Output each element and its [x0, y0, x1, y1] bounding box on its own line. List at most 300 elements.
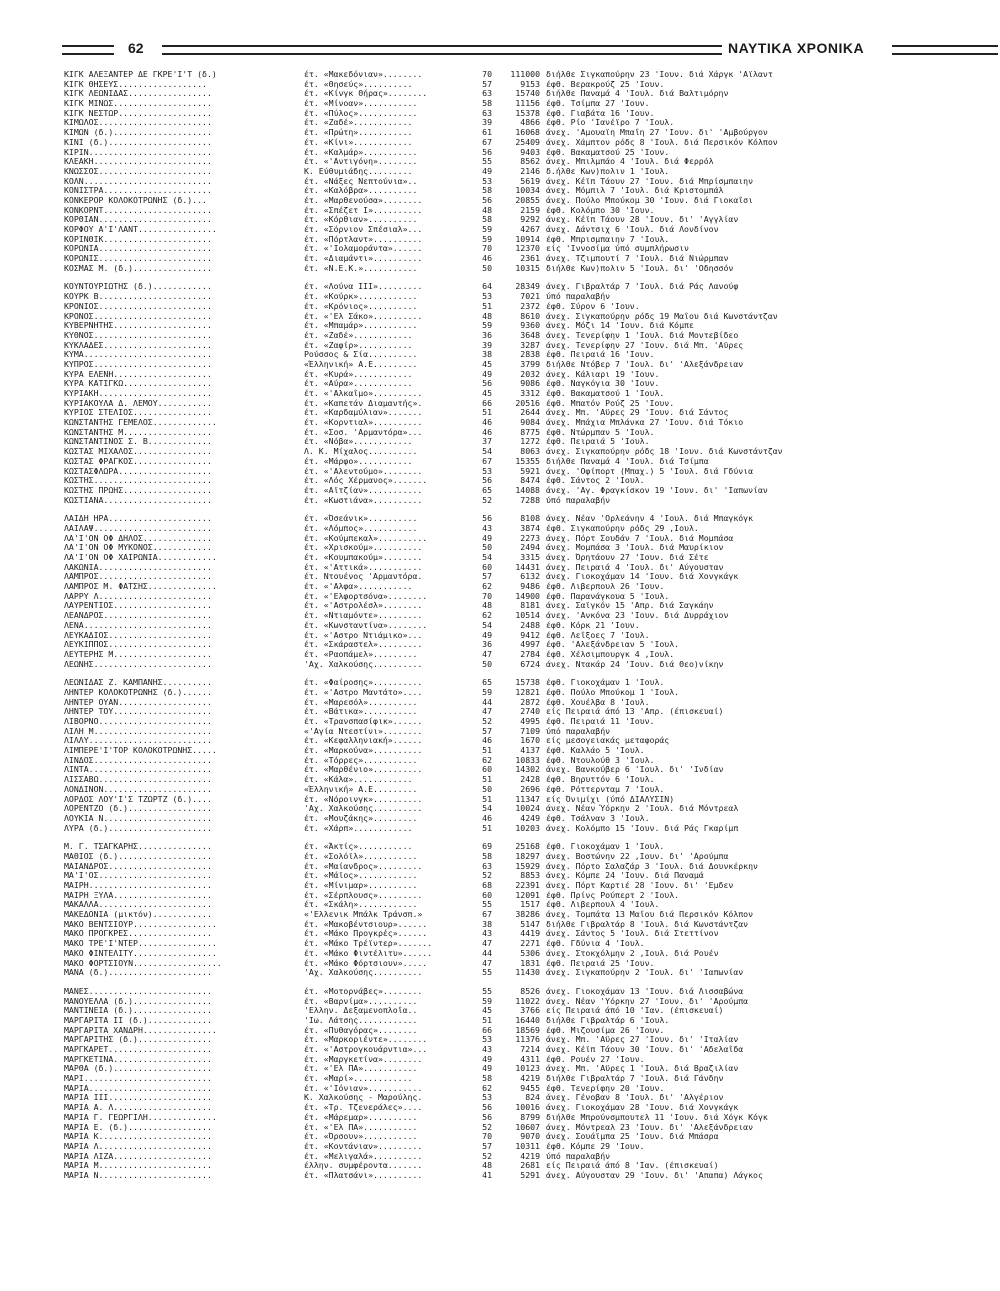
- ship-group: [64, 678, 944, 833]
- ship-position: έφθ. Λιβερπουλ 26 'Ιουν.: [546, 582, 665, 592]
- build-year: 67: [482, 137, 492, 147]
- ship-row: [64, 370, 944, 380]
- ship-owner: έτ. «'Αττικά»...........: [304, 562, 423, 572]
- ship-name: Μ. Γ. ΤΣΑΓΚΑΡΗΣ...............: [64, 842, 212, 852]
- ship-row: [64, 1074, 944, 1084]
- page-header: [62, 40, 938, 60]
- ship-position: άνεχ. Πόρτο Σαλαζάρ 3 'Ιουλ. διά Δουνκέρκην: [546, 861, 758, 871]
- ship-position: άνεχ. Μπάχια Μπλάνκα 27 'Ιουν. διά Τόκιο: [546, 418, 744, 428]
- gross-tonnage: 9360: [520, 321, 540, 331]
- ship-row: [64, 756, 944, 766]
- gross-tonnage: 3874: [520, 523, 540, 533]
- ship-row: [64, 89, 944, 99]
- gross-tonnage: 5306: [520, 948, 540, 958]
- ship-row: [64, 553, 944, 563]
- gross-tonnage: 10311: [515, 1141, 540, 1151]
- ship-owner: έτ. «Λόμπος»...........: [304, 523, 418, 533]
- ship-name: ΜΑΡΙΑ Μ.......................: [64, 1161, 212, 1171]
- ship-name: ΛΙΣΣΑΒΩ.......................: [64, 775, 212, 785]
- ship-row: [64, 1171, 944, 1181]
- ship-name: ΛΕΥΤΕΡΗΣ Μ....................: [64, 649, 212, 659]
- build-year: 70: [482, 591, 492, 601]
- ship-owner: έτ. «Πυθαγόρας»........: [304, 1025, 418, 1035]
- ship-owner: έτ. «'Αστρολέσλ»........: [304, 601, 423, 611]
- ship-row: [64, 611, 944, 621]
- ship-position: άνεχ. Γιβραλτάρ 7 'Ιουλ. διά Ράς Λανούφ: [546, 282, 739, 292]
- ship-name: ΛΗΝΤΕΡ ΤΟΥ....................: [64, 707, 212, 717]
- gross-tonnage: 12370: [515, 244, 540, 254]
- ship-name: ΛΥΡΑ (δ.).....................: [64, 823, 212, 833]
- ship-position: έφθ. Βακαματσού 1 'Ιουλ.: [546, 389, 665, 398]
- ship-name: ΜΑΙΑΝΔΡΟΣ.....................: [64, 861, 212, 871]
- build-year: 51: [482, 775, 492, 785]
- ship-position: άνεχ. Τενερίφην 1 'Ιουλ. διά Μοντεβίδεο: [546, 330, 739, 340]
- gross-tonnage: 8610: [520, 311, 540, 321]
- ship-position: διήλθε Γιβραλτάρ 7 'Ιουλ. διά Γάνδην: [546, 1074, 724, 1084]
- ship-owner: έτ. «Σέρπλουσς».........: [304, 890, 423, 900]
- ship-position: διήλθε Κων)πολιν 5 'Ιουλ. δι' 'Οδησσόν: [546, 263, 734, 273]
- build-year: 36: [482, 330, 492, 340]
- ship-name: ΚΙΡΙΝ.........................: [64, 147, 212, 157]
- gross-tonnage: 1670: [520, 736, 540, 746]
- ship-position: άνεχ. Μόντρεαλ 23 'Ιουν. δι' 'Αλεξάνδρειαν: [546, 1122, 754, 1132]
- ship-position: άνεχ. Νέαν 'Υόρκην 27 'Ιουν. δι' 'Αρούμπα: [546, 996, 749, 1006]
- ship-owner: έτ. «Ζαδέ»............: [304, 118, 413, 128]
- ship-name: ΜΑΡΙΑ Ν.......................: [64, 1170, 212, 1180]
- ship-row: [64, 1055, 944, 1065]
- ship-owner: έτ. «Μάκο Φόρτσιουν».....: [304, 958, 428, 968]
- build-year: 45: [482, 359, 492, 369]
- ship-owner: έτ. «'Ελ ΠΑ»...........: [304, 1064, 418, 1074]
- ship-owner: έτ. «'Αστρογκουάρντια»...: [304, 1045, 428, 1054]
- ship-name: ΚΡΟΝΙΟΣ.......................: [64, 301, 212, 311]
- gross-tonnage: 10203: [515, 823, 540, 833]
- ship-name: ΜΑΚΟ ΦΟΡΤΣΙΟΥΝ..................: [64, 958, 222, 968]
- gross-tonnage: 3315: [520, 553, 540, 562]
- ship-owner: έτ. «Καλμάρ»...........: [304, 147, 418, 157]
- ship-owner: έτ. «Μάρεμαρ»..........: [304, 1112, 418, 1122]
- ship-row: [64, 795, 944, 805]
- gross-tonnage: 2644: [520, 408, 540, 418]
- ship-name: ΚΩΣΤΗΣ........................: [64, 476, 212, 486]
- build-year: 39: [482, 340, 492, 350]
- ship-name: ΛΑΙΛΑΨ........................: [64, 523, 212, 533]
- gross-tonnage: 824: [525, 1093, 540, 1103]
- ship-group: [64, 842, 944, 978]
- ship-owner: έτ. «'Ελφορτσόνα»........: [304, 591, 428, 601]
- ship-row: [64, 534, 944, 544]
- build-year: 51: [482, 301, 492, 311]
- ship-row: [64, 871, 944, 881]
- gross-tonnage: 20516: [515, 398, 540, 408]
- build-year: 58: [482, 1074, 492, 1084]
- ship-row: [64, 987, 944, 997]
- ship-row: [64, 852, 944, 862]
- ship-row: [64, 582, 944, 592]
- ship-position: έφθ. Μπρισμπαιην 7 'Ιουλ.: [546, 234, 670, 244]
- build-year: 49: [482, 1054, 492, 1064]
- ship-row: [64, 302, 944, 312]
- gross-tonnage: 14900: [515, 591, 540, 601]
- ship-name: ΛΟΡΔΟΣ ΛΟΥ'Ι'Σ ΤΖΩΡΤΖ (δ.)....: [64, 794, 212, 804]
- build-year: 67: [482, 456, 492, 466]
- build-year: 63: [482, 108, 492, 118]
- ship-name: ΜΑΚΟ ΤΡΕ'Ι'ΝΤΕΡ................: [64, 939, 217, 949]
- ship-owner: έτ. Ντουένος 'Αρμαντόρα.: [304, 572, 423, 582]
- build-year: 63: [482, 861, 492, 871]
- build-year: 54: [482, 620, 492, 630]
- ship-owner: Ρούσσος & Σία..........: [304, 350, 418, 360]
- build-year: 56: [482, 1112, 492, 1122]
- ship-position: ύπό παραλαβήν: [546, 495, 611, 505]
- ship-position: άνεχ. Γιοκοχάμαν 14 'Ιουν. διά Χονγκάγκ: [546, 572, 739, 582]
- ship-position: διήλθε Παναμά 4 'Ιουλ. διά Βαλτιμόρην: [546, 89, 729, 99]
- gross-tonnage: 8853: [520, 871, 540, 881]
- ship-owner: έτ. «'Αλφα»...........: [304, 582, 413, 592]
- ship-row: [64, 900, 944, 910]
- ship-name: ΚΙΜΩΝ (δ.)....................: [64, 128, 212, 138]
- gross-tonnage: 25168: [515, 842, 540, 852]
- ship-name: ΚΙΓΚ ΜΙΝΩΣ....................: [64, 99, 212, 109]
- ship-position: άνεχ. Χάμπτον ρόδς 8 'Ιουλ. διά Περσικόν Κόλπον: [546, 137, 778, 147]
- gross-tonnage: 2488: [520, 620, 540, 630]
- ship-position: άνεχ. Κάλιαρι 19 'Ιουν.: [546, 369, 660, 379]
- ship-row: [64, 312, 944, 322]
- gross-tonnage: 2784: [520, 649, 540, 659]
- ship-row: [64, 678, 944, 688]
- ship-row: [64, 331, 944, 341]
- gross-tonnage: 38286: [515, 910, 540, 920]
- ship-position: άνεχ. Γένοβαν 8 'Ιουλ. δι' 'Αλγέριον: [546, 1093, 724, 1103]
- build-year: 50: [482, 659, 492, 669]
- gross-tonnage: 10607: [515, 1122, 540, 1132]
- ship-position: έφθ. Γιοκοχάμαν 1 'Ιουλ.: [546, 842, 665, 852]
- ship-position: έφθ. Χουέλβα 8 'Ιουλ.: [546, 697, 650, 707]
- gross-tonnage: 11347: [515, 794, 540, 804]
- ship-row: [64, 476, 944, 486]
- build-year: 48: [482, 1161, 492, 1171]
- ship-row: [64, 177, 944, 187]
- build-year: 51: [482, 746, 492, 756]
- ship-name: ΜΑΡΙΑ Κ.......................: [64, 1132, 212, 1142]
- ship-owner: έτ. «Βαρνίμα»..........: [304, 996, 418, 1006]
- build-year: 48: [482, 311, 492, 321]
- ship-row: [64, 282, 944, 292]
- gross-tonnage: 9486: [520, 582, 540, 592]
- ship-position: έφθ. Μιζουσίμα 26 'Ιουν.: [546, 1025, 665, 1035]
- build-year: 57: [482, 1141, 492, 1151]
- ship-name: ΚΟΝΚΕΡΟΡ ΚΟΛΟΚΟΤΡΩΝΗΣ (δ.)...: [64, 195, 207, 205]
- build-year: 58: [482, 186, 492, 196]
- build-year: 67: [482, 910, 492, 920]
- build-year: 60: [482, 765, 492, 775]
- ship-position: άνεχ. Γιοκοχάμαν 28 'Ιουν. διά Χονγκάγκ: [546, 1103, 739, 1113]
- gross-tonnage: 8775: [520, 427, 540, 437]
- ship-row: [64, 118, 944, 128]
- ship-row: [64, 1152, 944, 1162]
- gross-tonnage: 10016: [515, 1103, 540, 1113]
- ship-row: [64, 959, 944, 969]
- ship-row: [64, 128, 944, 138]
- ship-owner: έτ. «Καρδαμύλιαν».......: [304, 408, 423, 418]
- gross-tonnage: 2872: [520, 697, 540, 707]
- ship-group: [64, 282, 944, 505]
- ship-position: άνεχ. Μομπάσα 3 'Ιουλ. διά Μαυρίκιον: [546, 543, 724, 553]
- ship-group: [64, 987, 944, 1181]
- build-year: 50: [482, 263, 492, 273]
- ship-position: άνεχ. Πούλο Μπούκομ 30 'Ιουν. διά Γιοκαΐσι: [546, 195, 754, 205]
- gross-tonnage: 8562: [520, 157, 540, 167]
- ship-owner: έτ. «Μακεδόνιαν»........: [304, 70, 423, 79]
- ship-row: [64, 688, 944, 698]
- build-year: 47: [482, 939, 492, 949]
- ship-row: [64, 360, 944, 370]
- ship-owner: έτ. «Μαίανδρος».........: [304, 861, 423, 871]
- gross-tonnage: 14088: [515, 485, 540, 495]
- build-year: 52: [482, 1151, 492, 1161]
- ship-name: ΚΥΡΑ ΚΑΤΙΓΚΩ..................: [64, 379, 212, 389]
- ship-name: ΚΥΠΡΟΣ........................: [64, 359, 212, 369]
- ship-name: ΛΑΙΔΗ ΗΡΑ.....................: [64, 514, 212, 524]
- ship-row: [64, 206, 944, 216]
- ship-position: άνεχ. Κέϊπ Τάουν 28 'Ιουν. δι' 'Αγγλίαν: [546, 215, 739, 225]
- ship-name: ΜΑΝΟΥΕΛΛΑ (δ.)................: [64, 996, 212, 1006]
- ship-position: έφθ. Τσάλναν 3 'Ιουλ.: [546, 813, 650, 823]
- ship-row: [64, 70, 944, 80]
- gross-tonnage: 10833: [515, 755, 540, 765]
- ship-name: ΛΗΝΤΕΡ ΟΥΑΝ...................: [64, 697, 212, 707]
- ship-owner: Κ. Χαλκούσης - Μαρούλης.: [304, 1093, 423, 1103]
- build-year: 52: [482, 1122, 492, 1132]
- gross-tonnage: 9086: [520, 379, 540, 389]
- ship-position: άνεχ. Μπ. 'Αϋρες 29 'Ιουν. διά Σάντος: [546, 408, 729, 418]
- gross-tonnage: 10024: [515, 804, 540, 814]
- build-year: 52: [482, 717, 492, 726]
- build-year: 53: [482, 466, 492, 476]
- ship-name: ΜΑΘΙΟΣ (δ.)...................: [64, 851, 212, 861]
- ship-owner: έτ. «Θησεύς»..........: [304, 79, 413, 89]
- ship-position: διήλθε Ντόβερ 7 'Ιουλ. δι' 'Αλεξάνδρειαν: [546, 359, 744, 369]
- build-year: 43: [482, 929, 492, 939]
- ship-owner: έτ. «Κόρθιαν»..........: [304, 215, 418, 225]
- ship-row: [64, 157, 944, 167]
- ship-row: [64, 467, 944, 477]
- build-year: 38: [482, 350, 492, 360]
- ship-row: [64, 428, 944, 438]
- ship-owner: έτ. «Κεφαλληνιακή»......: [304, 736, 423, 746]
- ship-position: έφθ. Πειραιά 25 'Ιουν.: [546, 958, 655, 968]
- ship-position: άνεχ. Σιγκαπούρην ρόδς 19 Μαΐου διά Κωνστάντζαν: [546, 311, 778, 321]
- gross-tonnage: 11376: [515, 1035, 540, 1045]
- ship-row: [64, 1084, 944, 1094]
- build-year: 70: [482, 244, 492, 254]
- ship-row: [64, 1103, 944, 1113]
- ship-row: [64, 631, 944, 641]
- ship-row: [64, 524, 944, 534]
- ship-position: άνεχ. Μόζι 14 'Ιουν. διά Κόμπε: [546, 321, 694, 331]
- ship-position: έφθ. Τενερίφην 20 'Ιουν.: [546, 1083, 665, 1093]
- ship-name: ΛΟΡΕΝΤΖΟ (δ.).................: [64, 804, 212, 814]
- build-year: 41: [482, 1170, 492, 1180]
- gross-tonnage: 15929: [515, 861, 540, 871]
- ship-name: ΚΛΕΑΚΗ........................: [64, 157, 212, 167]
- ship-owner: έτ. «Ραοπάμελ».........: [304, 649, 418, 659]
- journal-title: ΝΑΥΤΙΚΑ ΧΡΟΝΙΚΑ: [728, 40, 865, 56]
- ship-owner: 'Αχ. Χαλκούσης..........: [304, 804, 423, 814]
- build-year: 59: [482, 234, 492, 244]
- gross-tonnage: 5619: [520, 176, 540, 186]
- ship-position: έφθ. Πειραιά 5 'Ιουλ.: [546, 437, 650, 447]
- gross-tonnage: 2159: [520, 205, 540, 215]
- ship-name: ΚΩΝΣΤΑΝΤΗΣ ΓΕΜΕΛΟΣ.............: [64, 418, 217, 428]
- ship-row: [64, 264, 944, 274]
- ship-name: ΚΩΣΤΑΣ ΜΙΧΑΛΟΣ................: [64, 447, 212, 457]
- header-rule-left: [62, 45, 114, 55]
- ship-position: άνεχ. Μπιλμπάο 4 'Ιουλ. διά Φερρόλ: [546, 157, 714, 167]
- gross-tonnage: 20855: [515, 195, 540, 205]
- ship-name: ΜΑΚΟ ΒΕΝΤΣΙΟΥΡ.................: [64, 919, 217, 929]
- ship-name: ΛΑ'Ι'ΟΝ ΟΦ ΔΗΛΟΣ..............: [64, 533, 212, 543]
- ship-owner: έτ. «Σόρνιον Σπέσιαλ»...: [304, 225, 423, 234]
- ship-row: [64, 99, 944, 109]
- build-year: 55: [482, 986, 492, 996]
- ship-name: ΜΑΚΟ ΠΡΟΓΚΡΕΣ.................: [64, 929, 212, 939]
- ship-row: [64, 1123, 944, 1133]
- ship-owner: έτ. «Μαρεσόλ»..........: [304, 697, 418, 707]
- ship-owner: «Έλληνική» Α.Ε.........: [304, 359, 418, 369]
- ship-position: έφθ. Σύρον 6 'Ιουν.: [546, 301, 640, 311]
- gross-tonnage: 2740: [520, 707, 540, 717]
- ship-position: είς Όνιμίχι (ύπό ΔΙΑΛΥΣΙΝ): [546, 794, 675, 804]
- ship-row: [64, 486, 944, 496]
- ship-name: ΚΟΝΙΣΤΡΑ......................: [64, 186, 212, 196]
- gross-tonnage: 4311: [520, 1054, 540, 1064]
- ship-position: έφθ. Γδύνια 4 'Ιουλ.: [546, 939, 645, 949]
- gross-tonnage: 4219: [520, 1151, 540, 1161]
- ship-owner: έτ. «Νόβα»............: [304, 437, 413, 447]
- gross-tonnage: 3799: [520, 359, 540, 369]
- ship-name: ΜΑΡΙΑ.........................: [64, 1083, 212, 1093]
- ship-row: [64, 910, 944, 920]
- ship-owner: έτ. «Κούρκ»............: [304, 292, 418, 302]
- build-year: 56: [482, 1103, 492, 1113]
- ship-name: ΜΑΡΙΑ ΛΙΖΑ....................: [64, 1151, 212, 1161]
- ship-owner: 'Αχ. Χαλκούσης..........: [304, 659, 423, 669]
- ship-owner: «'Ελλενικ Μπάλκ Τράνσπ.»: [304, 910, 423, 920]
- ship-name: ΛΙΝΤΑ.........................: [64, 765, 212, 775]
- build-year: 48: [482, 205, 492, 215]
- build-year: 46: [482, 736, 492, 746]
- build-year: 58: [482, 99, 492, 109]
- gross-tonnage: 10914: [515, 234, 540, 244]
- ship-position: έφθ. Καλλάο 5 'Ιουλ.: [546, 746, 645, 756]
- build-year: 58: [482, 215, 492, 225]
- build-year: 62: [482, 755, 492, 765]
- ship-name: ΜΑΚΟ ΦΙΝΤΕΛΙΤΥ.................: [64, 948, 217, 958]
- ship-row: [64, 746, 944, 756]
- ship-name: ΜΑΡΓΑΡΙΤΑ ΧΑΝΔΡΗ...............: [64, 1025, 217, 1035]
- gross-tonnage: 4267: [520, 225, 540, 234]
- gross-tonnage: 6724: [520, 659, 540, 669]
- build-year: 51: [482, 823, 492, 833]
- ship-position: άνεχ. Σάντος 5 'Ιουλ. διά Στεττίνον: [546, 929, 719, 939]
- build-year: 46: [482, 813, 492, 823]
- build-year: 49: [482, 369, 492, 379]
- ship-row: [64, 215, 944, 225]
- ship-owner: έτ. «Κούμπεκαλ»..........: [304, 533, 428, 543]
- ship-name: ΜΑΡΙΑ Λ.......................: [64, 1141, 212, 1151]
- ship-row: [64, 660, 944, 670]
- ship-position: έφθ. Ρίο 'Ιανέϊρο 7 'Ιουλ.: [546, 118, 675, 128]
- ship-owner: έτ. «Σολόϊλ»...........: [304, 851, 418, 861]
- build-year: 59: [482, 321, 492, 331]
- ship-owner: έτ. «Μίνοαν»...........: [304, 99, 418, 109]
- ship-owner: έτ. «Μάκο Τρέϊντερ».......: [304, 939, 433, 949]
- ship-name: ΚΥΚΛΑΔΕΣ......................: [64, 340, 212, 350]
- ship-position: διήλθε Μπρούνσμπουτελ 11 'Ιουν. διά Χόγκ Κόγκ: [546, 1112, 768, 1122]
- ship-position: έφθ. Ρουέν 27 'Ιουν.: [546, 1054, 645, 1064]
- ship-name: ΜΑΝΤΙΝΕΙΑ (δ.)................: [64, 1006, 212, 1016]
- ship-row: [64, 727, 944, 737]
- ship-position: διήλθε Γιβραλτάρ 6 'Ιουλ.: [546, 1015, 670, 1025]
- ship-owner: έτ. «'Αστρο Μαντάτο»....: [304, 687, 423, 697]
- ship-name: ΚΟΡΙΝΘΙΚ......................: [64, 234, 212, 244]
- build-year: 39: [482, 118, 492, 128]
- gross-tonnage: 3312: [520, 389, 540, 398]
- gross-tonnage: 3648: [520, 330, 540, 340]
- build-year: 53: [482, 1035, 492, 1045]
- ship-owner: έτ. «Κυρά»............: [304, 369, 413, 379]
- gross-tonnage: 15740: [515, 89, 540, 99]
- build-year: 59: [482, 996, 492, 1006]
- ship-row: [64, 785, 944, 795]
- ship-row: [64, 138, 944, 148]
- ship-owner: έτ. «Πόρτλαντ»..........: [304, 234, 423, 244]
- gross-tonnage: 2361: [520, 254, 540, 264]
- gross-tonnage: 14302: [515, 765, 540, 775]
- gross-tonnage: 7214: [520, 1045, 540, 1054]
- ship-name: ΜΑΙΡΗ ΞΥΛΑ....................: [64, 890, 212, 900]
- gross-tonnage: 8526: [520, 986, 540, 996]
- build-year: 57: [482, 572, 492, 582]
- ship-row: [64, 418, 944, 428]
- ship-owner: έτ. «Λούνα ΙΙΙ».........: [304, 282, 423, 292]
- build-year: 70: [482, 70, 492, 79]
- build-year: 52: [482, 871, 492, 881]
- gross-tonnage: 111000: [510, 70, 540, 79]
- ship-name: ΚΩΝΣΤΑΝΤΗΣ Μ..................: [64, 427, 212, 437]
- build-year: 46: [482, 254, 492, 264]
- gross-tonnage: 7288: [520, 495, 540, 505]
- ship-owner: έτ. «Χρισκούμ»..........: [304, 543, 423, 553]
- ship-row: [64, 457, 944, 467]
- ship-row: [64, 929, 944, 939]
- ship-owner: έτ. «Σκάλη»............: [304, 900, 418, 910]
- gross-tonnage: 4249: [520, 813, 540, 823]
- gross-tonnage: 3287: [520, 340, 540, 350]
- ship-name: ΚΥΡΑ ΕΛΕΝΗ....................: [64, 369, 212, 379]
- gross-tonnage: 11022: [515, 996, 540, 1006]
- gross-tonnage: 2838: [520, 350, 540, 360]
- ship-row: [64, 997, 944, 1007]
- build-year: 45: [482, 389, 492, 398]
- ship-owner: 'Ιω. Λάτσης............: [304, 1015, 418, 1025]
- ship-row: [64, 1132, 944, 1142]
- gross-tonnage: 8108: [520, 514, 540, 524]
- ship-position: άνεχ. Τομπάτα 13 Μαΐου διά Περσικόν Κόλπον: [546, 910, 754, 920]
- ship-position: έφθ. Σιγκαπούρην ρόδς 29 ,Ιουλ.: [546, 523, 699, 533]
- ship-position: έφθ. Σάντος 2 'Ιουλ.: [546, 476, 645, 486]
